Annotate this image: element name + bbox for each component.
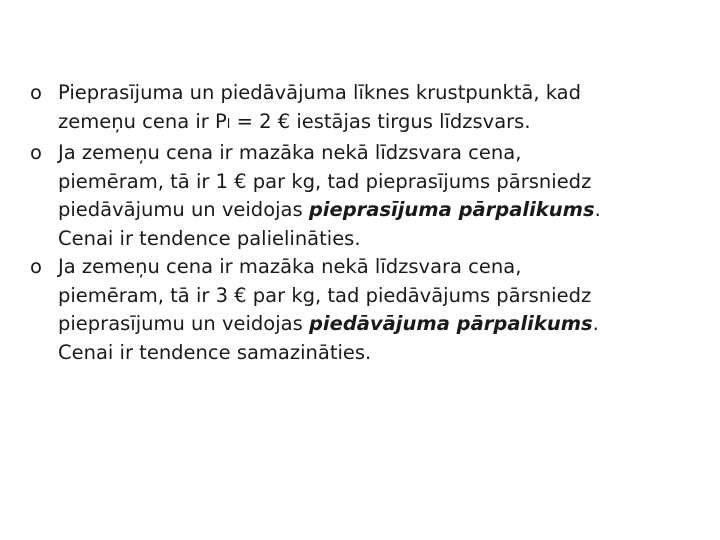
bullet-text-line: Pieprasījuma un piedāvājuma līknes krustpunktā, kad — [58, 81, 582, 104]
bullet-text-line: . — [592, 312, 599, 335]
bullet-text-line: = 2 € iestājas tirgus līdzsvars. — [230, 109, 531, 133]
bullet-text-line: pieprasījumu un veidojas — [58, 312, 309, 335]
bullet-text-line: Ja zemeņu cena ir mazāka nekā līdzsvara cena, — [58, 255, 522, 278]
bullet-marker-icon: o — [30, 255, 42, 278]
bullet-item-supply-surplus — [30, 253, 710, 367]
bullet-text-line: Cenai ir tendence palielināties. — [58, 226, 361, 250]
bullet-marker-icon: o — [30, 81, 42, 104]
bullet-text-line: . — [594, 198, 601, 221]
emphasis-term: pieprasījuma pārpalikums — [308, 198, 595, 221]
bullet-text-line: zemeņu cena ir P — [58, 109, 227, 133]
bullet-text-line: piemēram, tā ir 1 € par kg, tad pieprasījums pārsniedz — [58, 169, 592, 193]
bullet-item-demand-surplus — [30, 139, 710, 253]
bullet-item-equilibrium — [30, 79, 710, 139]
emphasis-term: piedāvājuma pārpalikums — [308, 312, 593, 335]
bullet-text-line: Ja zemeņu cena ir mazāka nekā līdzsvara cena, — [58, 141, 522, 164]
bullet-list — [30, 79, 710, 367]
bullet-text-line: piemēram, tā ir 3 € par kg, tad piedāvājums pārsniedz — [58, 283, 592, 307]
bullet-text-line: Cenai ir tendence samazināties. — [58, 340, 372, 364]
bullet-marker-icon: o — [30, 141, 42, 164]
price-subscript: l — [226, 116, 231, 132]
bullet-text-line: piedāvājumu un veidojas — [58, 198, 309, 221]
